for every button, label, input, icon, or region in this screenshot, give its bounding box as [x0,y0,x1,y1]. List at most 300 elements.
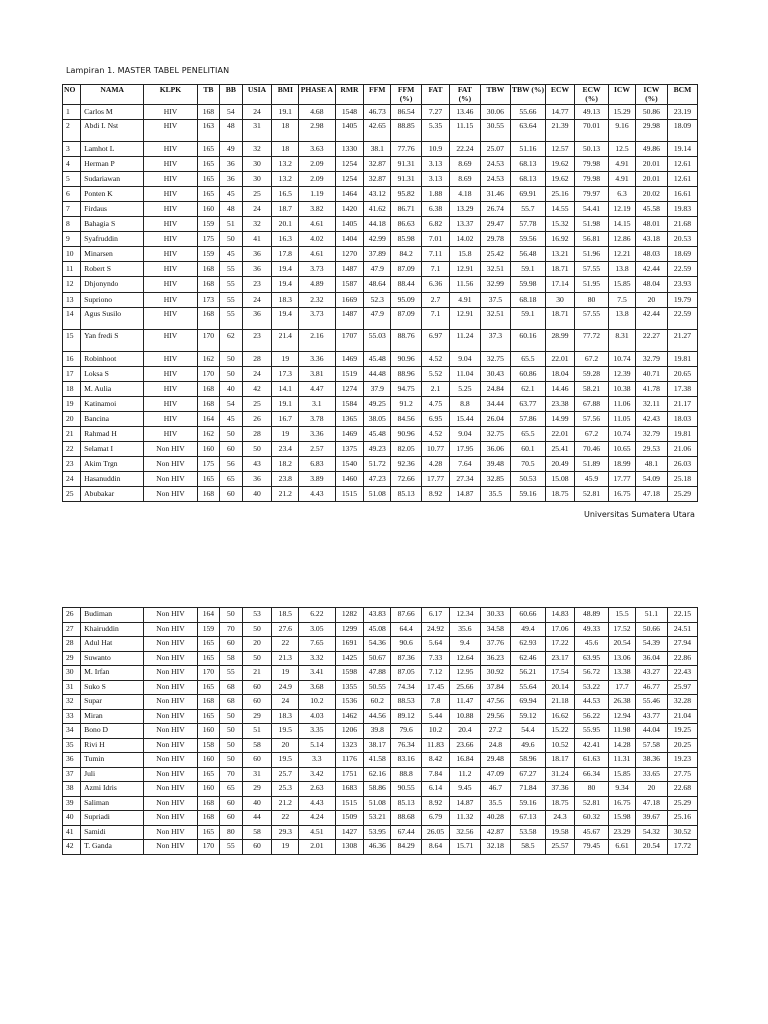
table-cell: 13.2 [272,172,299,187]
table-cell: 17.77 [609,471,636,486]
table-cell: 50 [220,724,242,739]
table-cell: 71.84 [510,782,545,797]
table-cell: 19.4 [272,262,299,277]
table-cell: 168 [197,277,219,292]
table-cell: 50 [242,622,272,637]
name-cell: Supriono [81,292,144,307]
table-cell: 12.34 [449,608,480,623]
column-header: NO [63,85,81,105]
table-cell: 68.18 [510,292,545,307]
table-cell: 32.79 [635,426,667,441]
table-cell: 38.17 [364,738,391,753]
table-cell: 55.46 [635,695,667,710]
table-cell: 21.18 [546,695,575,710]
table-cell: 5.52 [422,366,450,381]
table-cell: 50 [220,232,242,247]
table-cell: 5.14 [299,738,335,753]
row-number: 16 [63,351,81,366]
table-cell: 43.12 [364,187,391,202]
row-number: 23 [63,456,81,471]
table-cell: 45 [220,247,242,262]
table-cell: 36 [242,471,272,486]
table-cell: 25.97 [667,680,697,695]
table-row [63,381,698,396]
table-cell: 40 [242,796,272,811]
table-cell: 165 [197,825,219,840]
column-header: ICW [609,85,636,105]
name-cell: Juli [81,767,144,782]
table-cell: 55 [220,840,242,855]
table-cell: 33.65 [635,767,667,782]
table-cell: 1584 [335,396,364,411]
table-cell: 7.65 [299,637,335,652]
table-cell: 60 [220,637,242,652]
table-cell: 6.17 [422,608,450,623]
table-cell: HIV [144,187,197,202]
table-cell: 4.03 [299,709,335,724]
table-cell: 54.4 [510,724,545,739]
table-cell: 24.92 [422,622,450,637]
row-number: 4 [63,157,81,172]
table-cell: 58.5 [510,840,545,855]
table-cell: 18.7 [272,202,299,217]
table-cell: 34.58 [480,622,510,637]
table-cell: 8.69 [449,157,480,172]
table-cell: 1487 [335,307,364,329]
table-cell: 13.46 [449,105,480,120]
table-cell: 57.58 [635,738,667,753]
table-cell: 63.95 [574,651,608,666]
table-cell: 6.82 [422,217,450,232]
table-cell: 90.96 [391,351,422,366]
table-cell: 23 [242,277,272,292]
table-cell: 59.16 [510,796,545,811]
table-cell: 60 [242,695,272,710]
table-cell: 54 [220,396,242,411]
name-cell: Yan fredi S [81,329,144,351]
table-cell: 86.71 [391,202,422,217]
table-cell: 42.43 [635,411,667,426]
table-cell: 44.04 [635,724,667,739]
table-cell: 2.16 [299,329,335,351]
table-row [63,187,698,202]
table-cell: 2.09 [299,172,335,187]
table-cell: 22.15 [667,608,697,623]
table-cell: 68.13 [510,172,545,187]
table-row [63,396,698,411]
table-cell: 59.98 [510,277,545,292]
table-row [63,456,698,471]
table-cell: 4.28 [422,456,450,471]
table-row [63,666,698,681]
table-cell: 12.86 [609,232,636,247]
table-cell: 67.88 [574,396,608,411]
table-cell: 65.5 [510,351,545,366]
table-cell: 4.75 [422,396,450,411]
name-cell: Sudariawan [81,172,144,187]
table-cell: 87.36 [391,651,422,666]
table-cell: 17.7 [609,680,636,695]
table-cell: 1206 [335,724,364,739]
table-cell: 24.84 [480,381,510,396]
table-cell: 20.25 [667,738,697,753]
table-cell: 165 [197,767,219,782]
table-cell: 168 [197,307,219,329]
table-cell: 25.57 [546,840,575,855]
table-cell: 26.74 [480,202,510,217]
table-cell: 1254 [335,172,364,187]
table-cell: 55 [220,307,242,329]
table-cell: 5.44 [422,709,450,724]
table-row [63,486,698,501]
table-cell: 57.56 [574,411,608,426]
column-header: ICW (%) [635,85,667,105]
table-cell: 50.53 [510,471,545,486]
table-cell: 37.9 [364,381,391,396]
table-cell: 21.04 [667,709,697,724]
table-cell: 3.32 [299,651,335,666]
table-cell: Non HIV [144,724,197,739]
table-cell: 1751 [335,767,364,782]
table-cell: 59.16 [510,486,545,501]
table-cell: 16.61 [667,187,697,202]
table-cell: 51.08 [364,796,391,811]
table-cell: 20.54 [609,637,636,652]
row-number: 11 [63,262,81,277]
table-cell: 37.76 [480,637,510,652]
table-cell: 18.71 [546,307,575,329]
page-caption: Lampiran 1. MASTER TABEL PENELITIAN [66,66,230,75]
table-cell: 170 [197,366,219,381]
table-cell: 50 [242,651,272,666]
table-cell: 17.52 [609,622,636,637]
table-cell: 58 [220,651,242,666]
table-cell: 12.91 [449,262,480,277]
table-cell: 54.39 [635,637,667,652]
table-cell: 41.78 [635,381,667,396]
table-cell: 44.48 [364,366,391,381]
table-cell: 30 [242,157,272,172]
table-cell: 60 [220,796,242,811]
table-cell: 55.7 [510,202,545,217]
table-cell: 18.69 [667,247,697,262]
table-cell: 25 [242,187,272,202]
table-cell: Non HIV [144,840,197,855]
table-cell: 1515 [335,796,364,811]
table-cell: 165 [197,187,219,202]
table-cell: 45.9 [574,471,608,486]
column-header: NAMA [81,85,144,105]
table-cell: 22 [272,637,299,652]
table-cell: 3.3 [299,753,335,768]
table-cell: 17.8 [272,247,299,262]
table-cell: 25 [242,396,272,411]
table-cell: 22 [272,811,299,826]
table-cell: 8.8 [449,396,480,411]
table-cell: 8.92 [422,796,450,811]
table-cell: 67.2 [574,351,608,366]
table-cell: 29.3 [272,825,299,840]
table-cell: 49.25 [364,396,391,411]
table-cell: 72.66 [391,471,422,486]
table-cell: 68 [220,680,242,695]
table-cell: HIV [144,381,197,396]
table-cell: 13.8 [609,307,636,329]
table-cell: 49.13 [574,105,608,120]
row-number: 29 [63,651,81,666]
table-cell: 43.77 [635,709,667,724]
table-cell: 32.18 [480,840,510,855]
table-cell: 88.96 [391,366,422,381]
table-cell: 3.73 [299,262,335,277]
table-cell: 25.16 [546,187,575,202]
table-cell: 12.64 [449,651,480,666]
table-cell: 10.9 [422,142,450,157]
table-cell: 32.79 [635,351,667,366]
table-cell: 32.75 [480,351,510,366]
table-cell: 18 [272,120,299,142]
table-cell: 51.98 [574,217,608,232]
table-cell: 26.38 [609,695,636,710]
table-cell: 21.27 [667,329,697,351]
column-header: TB [197,85,219,105]
table-cell: 26.04 [480,411,510,426]
table-cell: 9.04 [449,351,480,366]
row-number: 15 [63,329,81,351]
table-cell: 53.21 [364,811,391,826]
table-cell: 58 [242,738,272,753]
table-cell: 79.97 [574,187,608,202]
table-cell: 55 [220,262,242,277]
name-cell: Robinhoot [81,351,144,366]
table-row [63,277,698,292]
row-number: 25 [63,486,81,501]
table-cell: HIV [144,366,197,381]
name-cell: Miran [81,709,144,724]
row-number: 26 [63,608,81,623]
table-cell: 42.44 [635,307,667,329]
table-cell: 45.58 [635,202,667,217]
row-number: 30 [63,666,81,681]
table-cell: 40 [242,486,272,501]
table-cell: 37.89 [364,247,391,262]
table-cell: 46.7 [480,782,510,797]
name-cell: Abubakar [81,486,144,501]
column-header: ECW (%) [574,85,608,105]
row-number: 10 [63,247,81,262]
table-cell: 45.67 [574,825,608,840]
table-cell: 20 [272,738,299,753]
table-cell: 18.99 [609,456,636,471]
table-cell: 54.09 [635,471,667,486]
table-cell: 32.85 [480,471,510,486]
table-cell: 1405 [335,120,364,142]
table-cell: 10.88 [449,709,480,724]
table-cell: 7.8 [422,695,450,710]
name-cell: Supriadi [81,811,144,826]
row-number: 39 [63,796,81,811]
name-cell: Rivi H [81,738,144,753]
table-cell: 160 [197,441,219,456]
table-row [63,637,698,652]
table-cell: 19.25 [667,724,697,739]
table-cell: 24.3 [546,811,575,826]
table-cell: 10.74 [609,426,636,441]
table-cell: Non HIV [144,608,197,623]
table-cell: 28 [242,351,272,366]
table-cell: 173 [197,292,219,307]
table-cell: 89.12 [391,709,422,724]
table-cell: 50 [220,426,242,441]
table-cell: 1462 [335,709,364,724]
name-cell: Akim Trgn [81,456,144,471]
table-cell: 4.89 [299,277,335,292]
table-cell: 17.95 [449,441,480,456]
table-cell: 16.75 [609,796,636,811]
table-cell: 20.01 [635,157,667,172]
table-cell: 6.38 [422,202,450,217]
table-cell: 42.41 [574,738,608,753]
table-row [63,105,698,120]
table-cell: 4.47 [299,381,335,396]
table-cell: 19.14 [667,142,697,157]
table-cell: 39.67 [635,811,667,826]
table-cell: 79.6 [391,724,422,739]
table-cell: 160 [197,753,219,768]
table-cell: 2.98 [299,120,335,142]
table-cell: 24.53 [480,157,510,172]
table-cell: 43.18 [635,232,667,247]
table-cell: 30.33 [480,608,510,623]
table-cell: 5.64 [422,637,450,652]
table-cell: HIV [144,277,197,292]
table-cell: 32.51 [480,307,510,329]
table-cell: 8.42 [422,753,450,768]
column-header: FAT [422,85,450,105]
table-cell: 8.92 [422,486,450,501]
table-cell: 3.82 [299,202,335,217]
table-cell: 95.82 [391,187,422,202]
table-cell: 10.77 [422,441,450,456]
row-number: 12 [63,277,81,292]
table-cell: 68 [220,695,242,710]
table-cell: 21.39 [546,120,575,142]
table-cell: 6.79 [422,811,450,826]
row-number: 5 [63,172,81,187]
table-cell: 14.87 [449,486,480,501]
table-cell: 48.04 [635,277,667,292]
table-row [63,622,698,637]
table-cell: 62 [220,329,242,351]
table-cell: 20.65 [667,366,697,381]
table-cell: 29.53 [635,441,667,456]
table-cell: 160 [197,202,219,217]
table-cell: 11.15 [449,120,480,142]
name-cell: Bahagia S [81,217,144,232]
name-cell: Syafruddin [81,232,144,247]
table-cell: 23.4 [272,441,299,456]
table-cell: 91.2 [391,396,422,411]
table-cell: 4.43 [299,796,335,811]
table-cell: 74.34 [391,680,422,695]
table-cell: 3.36 [299,426,335,441]
table-cell: 43.27 [635,666,667,681]
table-cell: 19.83 [667,202,697,217]
table-cell: 25.18 [667,471,697,486]
table-cell: 42 [242,381,272,396]
table-cell: 65.5 [510,426,545,441]
table-cell: 60.86 [510,366,545,381]
table-cell: 50 [220,351,242,366]
table-row [63,217,698,232]
table-cell: 162 [197,351,219,366]
table-cell: 3.35 [299,724,335,739]
table-cell: 11.2 [449,767,480,782]
table-cell: 23.38 [546,396,575,411]
table-cell: 45.08 [364,622,391,637]
table-cell: 18 [272,142,299,157]
table-cell: 65 [220,782,242,797]
table-cell: 60 [220,811,242,826]
name-cell: Loksa S [81,366,144,381]
table-cell: 32 [242,142,272,157]
table-cell: 57.78 [510,217,545,232]
table-cell: 48.03 [635,247,667,262]
table-cell: 36 [242,247,272,262]
table-cell: 10.52 [546,738,575,753]
table-cell: 12.91 [449,307,480,329]
name-cell: Budiman [81,608,144,623]
table-cell: 45 [220,187,242,202]
table-cell: 58 [242,825,272,840]
table-cell: 4.24 [299,811,335,826]
table-cell: HIV [144,120,197,142]
row-number: 40 [63,811,81,826]
table-cell: 23.17 [546,651,575,666]
table-row [63,411,698,426]
table-cell: 1427 [335,825,364,840]
table-cell: 49.86 [635,142,667,157]
table-cell: 24 [242,292,272,307]
table-cell: 1.19 [299,187,335,202]
table-cell: 60 [220,486,242,501]
table-cell: 56.21 [510,666,545,681]
name-cell: Ponten K [81,187,144,202]
table-cell: 19.1 [272,105,299,120]
table-cell: 60 [242,680,272,695]
table-cell: 165 [197,709,219,724]
table-cell: 50.86 [635,105,667,120]
table-cell: 51.1 [635,608,667,623]
table-cell: 76.34 [391,738,422,753]
table-cell: 59.1 [510,262,545,277]
row-number: 24 [63,471,81,486]
table-cell: 43 [242,456,272,471]
table-row [63,366,698,381]
row-number: 18 [63,381,81,396]
table-cell: 32.51 [480,262,510,277]
table-cell: 69.91 [510,187,545,202]
table-cell: 1254 [335,157,364,172]
table-cell: 1683 [335,782,364,797]
table-cell: 27.2 [480,724,510,739]
table-cell: 32.11 [635,396,667,411]
table-cell: 4.52 [422,351,450,366]
name-cell: Minarsen [81,247,144,262]
table-cell: 88.85 [391,120,422,142]
table-cell: 170 [197,666,219,681]
table-cell: 60 [220,441,242,456]
